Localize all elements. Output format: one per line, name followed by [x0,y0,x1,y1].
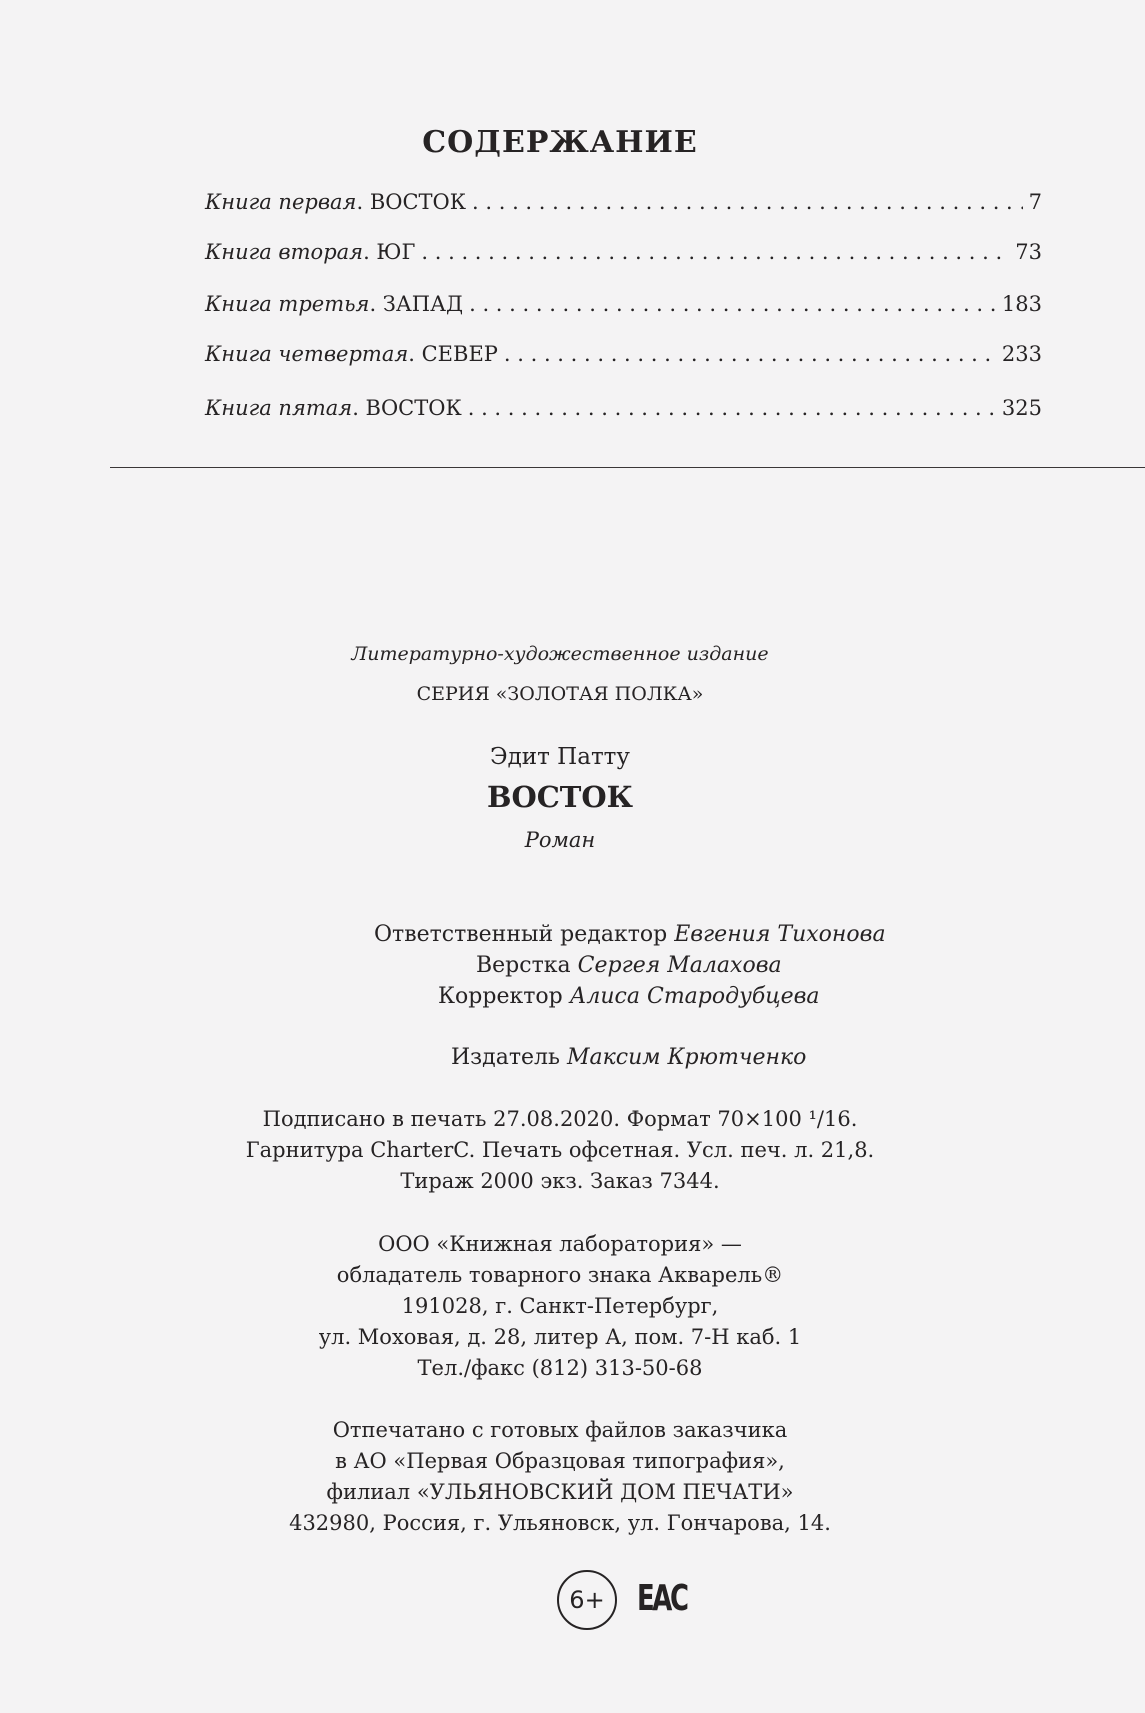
printer-info-line: филиал «УЛЬЯНОВСКИЙ ДОМ ПЕЧАТИ» [326,1480,794,1504]
toc-title: СОДЕРЖАНИЕ [422,125,698,160]
book-title: ВОСТОК [486,780,634,814]
genre: Роман [524,828,596,852]
proofreader-line [438,984,820,1009]
editor-label: Ответственный редактор [374,922,668,947]
series-name: СЕРИЯ «ЗОЛОТАЯ ПОЛКА» [416,683,704,705]
proofreader-name: Алиса Стародубцева [569,984,820,1009]
publisher-info-line: ООО «Книжная лаборатория» — [378,1232,742,1256]
toc-part: . СЕВЕР [408,342,498,366]
publisher-name: Максим Крютченко [567,1045,807,1070]
layout-line [476,953,782,978]
layout-name: Сергея Малахова [577,953,782,978]
toc-part: . ВОСТОК [352,396,462,420]
editor-line [374,922,886,947]
divider [110,467,1145,468]
publisher-label: Издатель [451,1045,560,1070]
age-rating-badge [557,1570,617,1630]
edition-type: Литературно-художественное издание [351,643,769,665]
toc-leader [468,396,996,420]
toc-item [205,342,1042,374]
print-info-line: Подписано в печать 27.08.2020. Формат 70×100 ¹/16. [262,1107,858,1131]
toc-book: Книга пятая [205,396,353,420]
printer-info-line: в АО «Первая Образцовая типография», [335,1449,785,1473]
printer-info-line: Отпечатано с готовых файлов заказчика [332,1418,788,1442]
toc-item [205,396,1042,428]
toc-part: . ВОСТОК [356,190,467,214]
publisher-info-line: обладатель товарного знака Акварель® [336,1263,784,1287]
toc-book: Книга третья [205,292,370,316]
toc-book: Книга первая [205,190,357,214]
toc-leader [472,190,1023,214]
printer-info-line: 432980, Россия, г. Ульяновск, ул. Гончарова, 14. [289,1511,831,1535]
toc-book: Книга четвертая [205,342,409,366]
publisher-info-line: ул. Моховая, д. 28, литер А, пом. 7-Н каб. 1 [318,1325,802,1349]
toc-part: . ЗАПАД [369,292,464,316]
toc-leader [421,240,1009,264]
publisher-info-line: Тел./факс (812) 313-50-68 [417,1356,703,1380]
toc-leader [504,342,996,366]
toc-page-number: 233 [1001,342,1042,366]
age-rating-label: 6+ [569,1586,605,1614]
toc-page-number: 73 [1015,240,1042,264]
toc-page-number: 325 [1001,396,1042,420]
toc-page-number: 183 [1001,292,1042,316]
toc-item [205,292,1042,324]
toc-book: Книга вторая [205,240,364,264]
publisher-line [451,1045,806,1070]
toc-item [205,190,1042,222]
print-info-line: Гарнитура CharterC. Печать офсетная. Усл. печ. л. 21,8. [245,1138,875,1162]
author-name: Эдит Патту [490,744,630,770]
print-info-line: Тираж 2000 экз. Заказ 7344. [400,1169,720,1193]
publisher-info-line: 191028, г. Санкт-Петербург, [401,1294,719,1318]
toc-leader [469,292,996,316]
proofreader-label: Корректор [438,984,563,1009]
editor-name: Евгения Тихонова [674,922,886,947]
eac-mark: ЕАС [637,1578,687,1619]
toc-part: . ЮГ [363,240,416,264]
layout-label: Верстка [476,953,571,978]
toc-page-number: 7 [1028,190,1042,214]
toc-item [205,240,1042,272]
